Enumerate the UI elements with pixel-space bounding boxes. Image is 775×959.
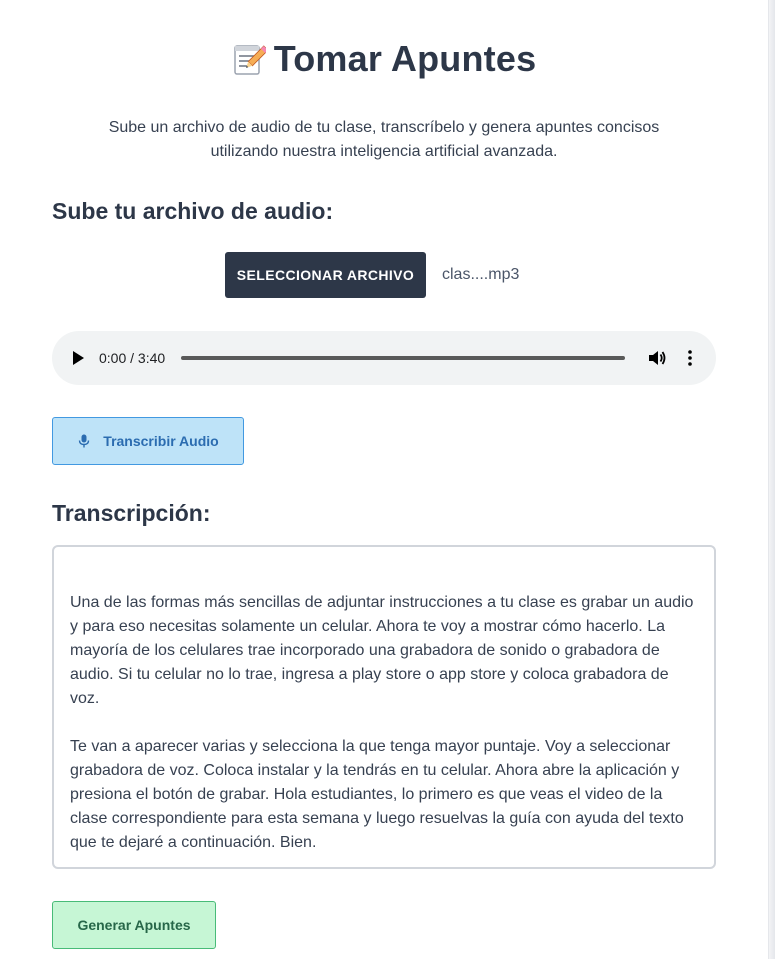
selected-file-name: clas....mp3 xyxy=(442,266,520,283)
page-header xyxy=(52,36,716,82)
transcription-paragraph: Una de las formas más sencillas de adjuntar instrucciones a tu clase es grabar un audio y para eso necesitas solamente un celular. Ahora te voy a mostrar cómo hacerlo. La mayoría de los celulares trae incorporado una grabadora de sonido o grabadora de audio. Si tu celular no lo trae, ingresa a play store o app store y coloca grabadora de voz. xyxy=(70,594,694,707)
transcribe-button-label: Transcribir Audio xyxy=(103,433,219,449)
transcribe-audio-button[interactable] xyxy=(52,417,244,465)
transcription-heading: Transcripción: xyxy=(52,500,211,526)
audio-time: 0:00 / 3:40 xyxy=(99,350,166,366)
upload-heading: Sube tu archivo de audio: xyxy=(52,198,334,224)
audio-seek-bar[interactable] xyxy=(181,356,625,360)
more-options-icon[interactable] xyxy=(684,349,696,367)
memo-pencil-icon xyxy=(232,42,266,76)
generate-notes-button[interactable]: Generar Apuntes xyxy=(52,901,216,949)
microphone-icon xyxy=(77,434,91,448)
play-icon[interactable] xyxy=(70,350,86,366)
audio-player xyxy=(52,331,716,385)
select-file-button[interactable]: SELECCIONAR ARCHIVO xyxy=(225,252,426,298)
volume-icon[interactable] xyxy=(648,349,666,367)
transcription-textarea[interactable] xyxy=(52,545,716,869)
page-title: Tomar Apuntes xyxy=(273,38,537,79)
page-subtitle: Sube un archivo de audio de tu clase, transcríbelo y genera apuntes concisos utilizando nuestra inteligencia artificial avanzada. xyxy=(108,119,660,160)
file-picker xyxy=(225,252,519,298)
transcription-paragraph: Te van a aparecer varias y selecciona la que tenga mayor puntaje. Voy a seleccionar grabadora de voz. Coloca instalar y la tendrás en tu celular. Ahora abre la aplicación y presiona el botón de grabar. Hola estudiantes, lo primero es que veas el video de la clase correspondiente para esta semana y luego resuelvas la guía con ayuda del texto que te dejaré a continuación. Bien. xyxy=(70,738,684,851)
scrollbar-edge[interactable] xyxy=(768,0,775,959)
